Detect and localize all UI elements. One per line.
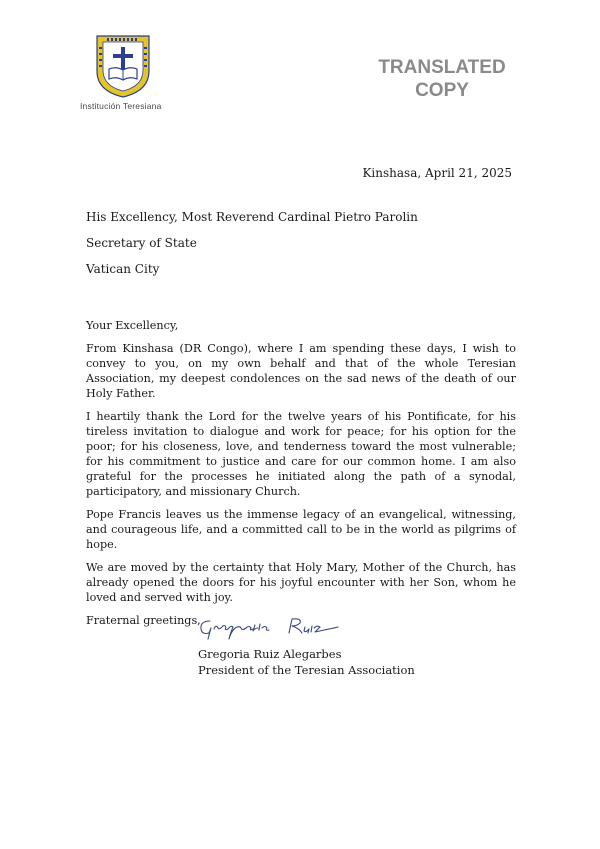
organization-logo [80,33,176,111]
teresian-shield-icon [94,33,152,99]
logo-caption: Institución Teresiana [80,101,162,111]
paragraph-2: I heartily thank the Lord for the twelve years of his Pontificate, for his tireless invitation to dialogue and work for peace; for his option for the poor; for his closeness, love, and tenderness toward the most vulnerable; for his commitment to justice and care for our common home. I am also grateful for the processes he initiated along the path of a synodal, participatory, and missionary Church. [86,410,516,498]
paragraph-4: We are moved by the certainty that Holy Mary, Mother of the Church, has already opened the doors for his joyful encounter with her Son, whom he loved and served with joy. [86,561,516,604]
recipient-title: Secretary of State [86,236,197,250]
paragraph-3: Pope Francis leaves us the immense legacy of an evangelical, witnessing, and courageous life, and a committed call to be in the world as pilgrims of hope. [86,508,516,551]
handwritten-signature [196,612,366,642]
translated-copy-stamp [352,56,532,102]
letter-body [86,318,516,636]
signature-icon [196,612,366,642]
signer-title: President of the Teresian Association [198,663,415,677]
signer-block [198,646,415,678]
recipient-block [86,210,418,288]
signer-name: Gregoria Ruiz Alegarbes [198,647,342,661]
salutation: Your Excellency, [86,319,179,332]
stamp-line-2: COPY [415,80,469,101]
recipient-location: Vatican City [86,262,160,276]
closing: Fraternal greetings, [86,614,201,627]
letter-date: Kinshasa, April 21, 2025 [362,166,512,180]
stamp-line-1: TRANSLATED [378,57,506,78]
paragraph-1: From Kinshasa (DR Congo), where I am spending these days, I wish to convey to you, on my own behalf and that of the whole Teresian Association, my deepest condolences on the sad news of the death of our Holy Father. [86,342,516,400]
recipient-name: His Excellency, Most Reverend Cardinal Pietro Parolin [86,210,418,224]
